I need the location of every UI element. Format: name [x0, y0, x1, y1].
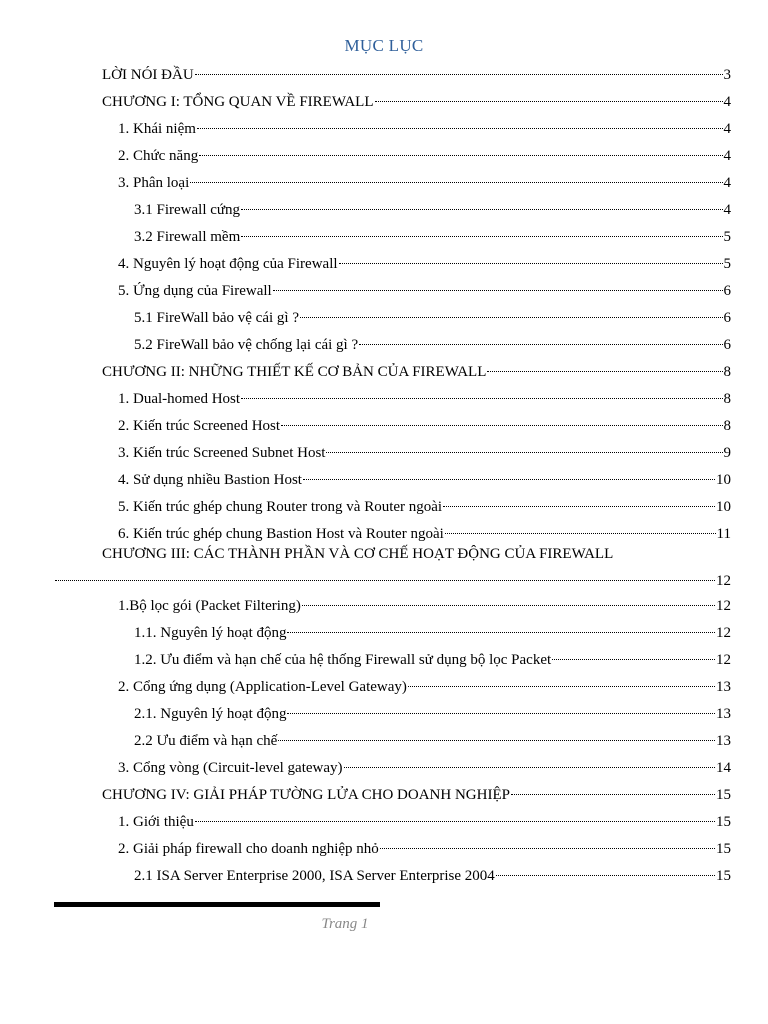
toc-entry-page-number: 12	[716, 598, 731, 614]
toc-entry-label: 3.2 Firewall mềm	[134, 229, 241, 245]
toc-entry-label: 1. Giới thiệu	[118, 814, 194, 830]
toc-entry[interactable]	[134, 731, 731, 751]
toc-entry-label: 2.1 ISA Server Enterprise 2000, ISA Server Enterprise 2004	[134, 868, 495, 884]
dot-leader	[326, 451, 722, 453]
dot-leader	[195, 820, 715, 822]
toc-entry-label: 4. Nguyên lý hoạt động của Firewall	[118, 256, 338, 272]
dot-leader	[511, 793, 715, 795]
toc-entry[interactable]	[134, 704, 731, 724]
toc-entry[interactable]	[134, 308, 731, 328]
toc-entry[interactable]	[118, 146, 731, 166]
toc-entry-label: 5.2 FireWall bảo vệ chống lại cái gì ?	[134, 337, 359, 353]
toc-entry-label: 2.1. Nguyên lý hoạt động	[134, 706, 287, 722]
toc-entry-page-number: 6	[723, 310, 731, 326]
toc-entry[interactable]	[118, 416, 731, 436]
toc-entry[interactable]	[118, 524, 731, 544]
toc-entry-label: 3. Phân loại	[118, 175, 190, 191]
toc-entry-label: 5. Kiến trúc ghép chung Router trong và Router ngoài	[118, 499, 443, 515]
dot-leader	[496, 874, 715, 876]
dot-leader	[199, 154, 722, 156]
toc-entry-label: 2. Cổng ứng dụng (Application-Level Gateway)	[118, 679, 407, 695]
dot-leader	[380, 847, 715, 849]
toc-title: MỤC LỤC	[344, 36, 424, 55]
toc-entry-label: 3.1 Firewall cứng	[134, 202, 241, 218]
toc-entry-label: 1. Khái niệm	[118, 121, 196, 137]
toc-entry-page-number: 15	[716, 868, 731, 884]
toc-entry-label: 3. Kiến trúc Screened Subnet Host	[118, 445, 326, 461]
toc-entry-page-number: 15	[716, 841, 731, 857]
toc-entry[interactable]	[118, 677, 731, 697]
toc-entry-page-number: 8	[723, 364, 731, 380]
toc-entry[interactable]	[134, 650, 731, 670]
toc-entry-page-number: 15	[716, 787, 731, 803]
dot-leader	[241, 235, 722, 237]
dot-leader	[287, 712, 715, 714]
toc-entry-page-number: 15	[716, 814, 731, 830]
toc-entry-page-number: 3	[723, 67, 731, 83]
toc-entry-page-number: 12	[716, 625, 731, 641]
toc-entry-page-number: 4	[723, 202, 731, 218]
toc-entry-page-number: 9	[723, 445, 731, 461]
toc-entry[interactable]	[118, 281, 731, 301]
toc-entry-label: 2.2 Ưu điểm và hạn chế	[134, 733, 278, 749]
toc-entry-label: 1. Dual-homed Host	[118, 391, 241, 407]
toc-entry[interactable]	[118, 254, 731, 274]
toc-entry-label: 2. Chức năng	[118, 148, 199, 164]
toc-entry-page-number: 6	[723, 283, 731, 299]
toc-entry-label: CHƯƠNG IV: GIẢI PHÁP TƯỜNG LỬA CHO DOANH NGHIỆP	[102, 787, 510, 803]
toc-entry[interactable]	[118, 596, 731, 616]
toc-entry-page-number: 11	[716, 526, 731, 542]
toc-entry-page-number: 10	[716, 499, 731, 515]
toc-entry[interactable]	[118, 497, 731, 517]
toc-entry[interactable]	[118, 812, 731, 832]
toc-entry-label: CHƯƠNG II: NHỮNG THIẾT KẾ CƠ BẢN CỦA FIREWALL	[102, 364, 487, 380]
toc-entry[interactable]	[102, 362, 731, 382]
dot-leader	[197, 127, 723, 129]
toc-entry[interactable]	[118, 173, 731, 193]
toc-entry[interactable]	[118, 119, 731, 139]
toc-entry-label: 2. Kiến trúc Screened Host	[118, 418, 281, 434]
footer-rule	[54, 902, 380, 907]
toc-entry-label: 5. Ứng dụng của Firewall	[118, 283, 272, 299]
toc-entry[interactable]	[54, 571, 731, 591]
toc-entry[interactable]	[134, 227, 731, 247]
toc-entry-label: CHƯƠNG III: CÁC THÀNH PHẦN VÀ CƠ CHẾ HOẠT ĐỘNG CỦA FIREWALL	[102, 546, 614, 562]
toc-entry-label: LỜI NÓI ĐẦU	[102, 67, 194, 83]
toc-entry[interactable]	[134, 623, 731, 643]
toc-entry-page-number: 12	[716, 573, 731, 589]
toc-entry-label: 1.1. Nguyên lý hoạt động	[134, 625, 287, 641]
dot-leader	[359, 343, 722, 345]
toc-entry-page-number: 13	[716, 679, 731, 695]
toc-entry-page-number: 10	[716, 472, 731, 488]
toc-entry[interactable]	[102, 65, 731, 85]
dot-leader	[408, 685, 715, 687]
toc-entry[interactable]	[118, 758, 731, 778]
toc-entry-page-number: 12	[716, 652, 731, 668]
dot-leader	[241, 208, 722, 210]
toc-entry-page-number: 4	[723, 121, 731, 137]
dot-leader	[55, 579, 715, 581]
toc-entry-label: 1.2. Ưu điểm và hạn chế của hệ thống Firewall sử dụng bộ lọc Packet	[134, 652, 552, 668]
toc-entry-page-number: 4	[723, 148, 731, 164]
dot-leader	[195, 73, 723, 75]
toc-entry-label: 3. Cổng vòng (Circuit-level gateway)	[118, 760, 343, 776]
dot-leader	[344, 766, 715, 768]
toc-entry[interactable]	[102, 92, 731, 112]
toc-entry[interactable]	[118, 839, 731, 859]
toc-entry-label: 4. Sử dụng nhiều Bastion Host	[118, 472, 302, 488]
dot-leader	[552, 658, 715, 660]
dot-leader	[302, 604, 715, 606]
dot-leader	[281, 424, 722, 426]
dot-leader	[287, 631, 715, 633]
dot-leader	[487, 370, 722, 372]
toc-entry-label: CHƯƠNG I: TỔNG QUAN VỀ FIREWALL	[102, 94, 374, 110]
dot-leader	[443, 505, 715, 507]
toc-entry[interactable]	[102, 785, 731, 805]
toc-entry-page-number: 5	[723, 229, 731, 245]
dot-leader	[339, 262, 723, 264]
toc-entry-label: 1.Bộ lọc gói (Packet Filtering)	[118, 598, 301, 614]
toc-entry-page-number: 5	[723, 256, 731, 272]
dot-leader	[190, 181, 722, 183]
toc-entry-page-number: 4	[723, 175, 731, 191]
toc-entry[interactable]	[134, 866, 731, 886]
toc-entry[interactable]	[118, 470, 731, 490]
toc-entry-page-number: 6	[723, 337, 731, 353]
toc-entry-label: 6. Kiến trúc ghép chung Bastion Host và Router ngoài	[118, 526, 444, 542]
toc-entry-page-number: 4	[723, 94, 731, 110]
dot-leader	[300, 316, 723, 318]
toc-entry-page-number: 8	[723, 418, 731, 434]
toc-entry-label: 5.1 FireWall bảo vệ cái gì ?	[134, 310, 299, 326]
page-footer: Trang 1	[321, 916, 369, 932]
toc-entry[interactable]	[134, 200, 731, 220]
dot-leader	[375, 100, 723, 102]
dot-leader	[241, 397, 722, 399]
toc-entry[interactable]	[118, 389, 731, 409]
toc-entry-page-number: 14	[716, 760, 731, 776]
toc-entry-page-number: 13	[716, 733, 731, 749]
dot-leader	[303, 478, 715, 480]
toc-entry[interactable]	[118, 443, 731, 463]
toc-entry[interactable]	[134, 335, 731, 355]
dot-leader	[445, 532, 716, 534]
dot-leader	[273, 289, 723, 291]
toc-entry-label: 2. Giải pháp firewall cho doanh nghiệp nhỏ	[118, 841, 379, 857]
toc-entry-page-number: 13	[716, 706, 731, 722]
dot-leader	[278, 739, 715, 741]
toc-entry-page-number: 8	[723, 391, 731, 407]
